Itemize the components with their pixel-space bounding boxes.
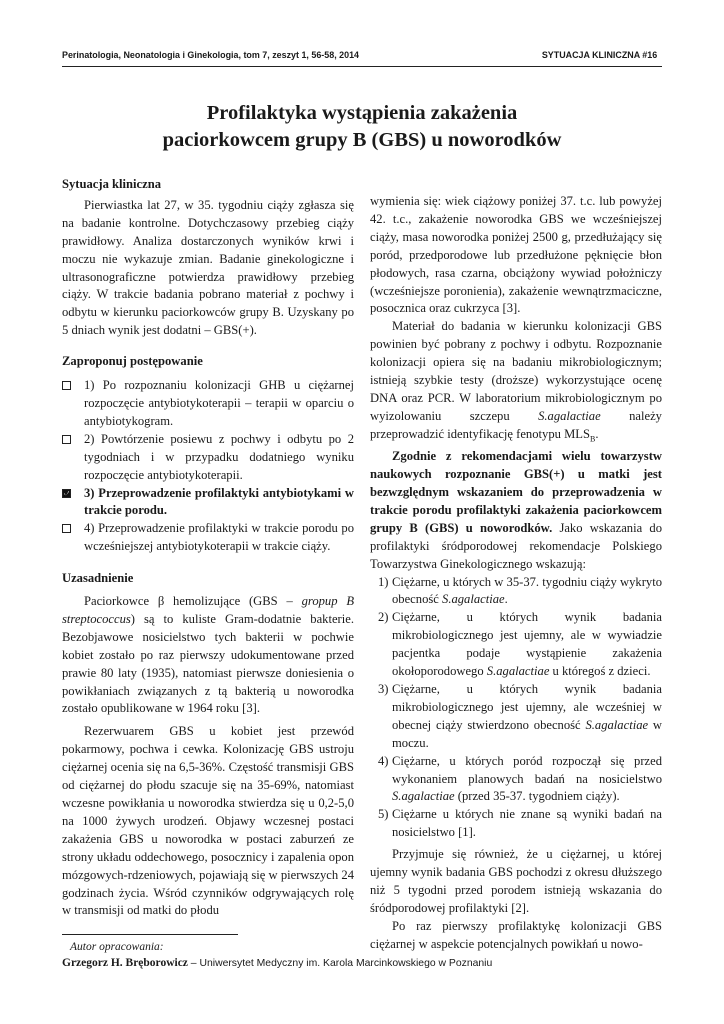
option-4[interactable] bbox=[62, 520, 354, 556]
author-line bbox=[62, 957, 492, 969]
indication-3-number: 3) bbox=[378, 681, 389, 696]
indications-list bbox=[370, 574, 662, 843]
indication-2 bbox=[370, 609, 662, 681]
p4-text-b: należy przeprowadzić identyfikację fenotypu MLS bbox=[370, 408, 662, 441]
options-list bbox=[62, 377, 354, 556]
rationale-paragraph-3: wymienia się: wiek ciążowy poniżej 37. t.c. lub powyżej 42. t.c., zakażenie noworodka GBS we wcześniejszej ciąży, masa noworodka poniżej 2500 g, przedłużający się poród, przedporodowe lub przedłużone pęknięcie błon płodowych, rasa czarna, obciążony wywiad położniczy (wcześniejsze poronienia), zakażenie wewnątrzmaciczne, posocznica oraz cukrzyca [3]. bbox=[370, 194, 662, 316]
rationale-paragraph-7: Po raz pierwszy profilaktykę kolonizacji GBS ciężarnej w aspekcie potencjalnych powikłań u nowo- bbox=[370, 918, 662, 951]
author-affiliation: – Uniwersytet Medyczny im. Karola Marcinkowskiego w Poznaniu bbox=[187, 958, 493, 969]
section-label: SYTUACJA KLINICZNA #16 bbox=[541, 50, 658, 61]
rationale-paragraph-2: Rezerwuarem GBS u kobiet jest przewód pokarmowy, pochwa i cewka. Kolonizację GBS ustroju ciężarnej ocenia się na 6,5-36%. Częstość transmisji GBS od ciężarnej do płodu szacuje się na 35-69%, natomiast wczesne powikłania u noworodka stwierdza się u 0,2-5,0 na 1000 żywych urodzeń. Objawy wczesnej postaci zakażenia GBS u noworodka w postaci zaburzeń ze strony układu oddechowego, posocznicy i zapalenia opon mózgowych-rdzeniowych, pojawiają się w pierwszych 24 godzinach życia. Wśród czynników odgrywających rolę w transmisji od matki do płodu bbox=[62, 724, 354, 918]
option-2[interactable] bbox=[62, 431, 354, 485]
indication-5 bbox=[370, 806, 662, 842]
indication-3-tail: w moczu. bbox=[392, 717, 663, 750]
header-rule bbox=[62, 66, 662, 67]
indication-3-italic: S.agalactiae bbox=[585, 717, 649, 732]
author-name: Grzegorz H. Bręborowicz bbox=[62, 957, 188, 969]
indication-3 bbox=[370, 681, 662, 753]
indication-1-tail: . bbox=[504, 592, 508, 607]
indication-4-italic: S.agalactiae bbox=[392, 789, 455, 804]
indication-1-italic: S.agalactiae bbox=[442, 592, 505, 607]
checkbox-1[interactable] bbox=[62, 381, 71, 390]
title-line-1: Profilaktyka wystąpienia zakażenia bbox=[206, 102, 518, 124]
indication-4-number: 4) bbox=[378, 753, 389, 768]
right-column bbox=[370, 193, 662, 954]
indication-5-text: Ciężarne u których nie znane są wyniki badań na nosicielstwo [1]. bbox=[392, 807, 662, 840]
p4-text-c: . bbox=[595, 426, 599, 441]
p5-text: Jako wskazania do profilaktyki śródporodowej rekomendacje Polskiego Towarzystwa Ginekologicznego wskazują: bbox=[370, 520, 662, 571]
indication-4-text: Ciężarne, u których poród rozpoczął się przed wykonaniem planowych badań na nosicielstwo bbox=[392, 753, 662, 786]
indication-4 bbox=[370, 753, 662, 807]
rationale-paragraph-5 bbox=[370, 448, 662, 573]
situation-heading: Sytuacja kliniczna bbox=[62, 177, 162, 191]
journal-citation: Perinatologia, Neonatologia i Ginekologia, tom 7, zeszyt 1, 56-58, 2014 bbox=[62, 50, 360, 61]
indication-2-tail: u któregoś z dzieci. bbox=[549, 664, 651, 679]
p4-text-a: Materiał do badania w kierunku kolonizacji GBS powinien być pobrany z pochwy i odbytu. Rozpoznanie kolonizacji opiera się na badaniu mikrobiologicznym; istnieją szybkie testy (droższe) wykorzystujące ocenę DNA oraz PCR. W laboratorium mikrobiologicznym po wyizolowaniu szczepu bbox=[370, 319, 662, 423]
indication-2-text: Ciężarne, u których wynik badania mikrobiologicznego jest ujemny, ale w wywiadzie pacjentka podaje wystąpienie zakażenia okołoporodowego bbox=[392, 610, 662, 679]
p4-italic: S.agalactiae bbox=[538, 408, 601, 423]
p1-text-b: ) są to kuliste Gram-dodatnie bakterie. Bezobjawowe nosicielstwo tych bakterii w pochwie kobiet zostało po raz pierwszy udokumentowane przed prawie 80 laty (1935), natomiast pierwsze doniesienia o powikłaniach związanych z tą bakterią u noworodka zostało opublikowane w 1964 roku [3]. bbox=[62, 611, 354, 716]
footer-rule bbox=[62, 934, 238, 935]
p4-subscript: B bbox=[589, 434, 596, 444]
indication-1-number: 1) bbox=[378, 574, 389, 589]
situation-text: Pierwiastka lat 27, w 35. tygodniu ciąży zgłasza się na badanie kontrolne. Dotychczasowy przebieg ciąży prawidłowy. Analiza dostarczonych wyników krwi i moczu nie wykazuje zmian. Badanie ginekologiczne i ultrasonograficzne potwierdza prawidłowy przebieg ciąży. W trakcie badania pobrano materiał z pochwy i odbytu w kierunku paciorkowców grupy B. Uzyskany po 5 dniach wynik jest dodatni – GBS(+). bbox=[62, 197, 354, 338]
article-title bbox=[62, 100, 662, 154]
author-label: Autor opracowania: bbox=[70, 941, 164, 953]
rationale-paragraph-1 bbox=[62, 593, 354, 718]
proposal-heading: Zaproponuj postępowanie bbox=[62, 354, 203, 369]
indication-2-italic: S.agalactiae bbox=[486, 664, 550, 679]
option-3-text: 3) Przeprowadzenie profilaktyki antybiotykami w trakcie porodu. bbox=[84, 485, 354, 518]
rationale-heading: Uzasadnienie bbox=[62, 571, 134, 586]
indication-1 bbox=[370, 574, 662, 610]
indication-2-number: 2) bbox=[378, 610, 389, 625]
running-header bbox=[62, 50, 658, 66]
indication-5-number: 5) bbox=[378, 807, 389, 822]
indication-4-tail: (przed 35-37. tygodniem ciąży). bbox=[454, 789, 620, 804]
checkbox-2[interactable] bbox=[62, 435, 71, 444]
rationale-paragraph-4 bbox=[370, 318, 662, 448]
rationale-paragraph-6: Przyjmuje się również, że u ciężarnej, u której ujemny wynik badania GBS pochodzi z okresu dłuższego niż 5 tygodni przed porodem istnieją wskazania do śródporodowej profilaktyki [2]. bbox=[370, 847, 662, 915]
indication-3-text: Ciężarne, u których wynik badania mikrobiologicznego jest ujemny, ale wcześniej w obecnej ciąży stwierdzono obecność bbox=[392, 681, 662, 732]
option-2-text: 2) Powtórzenie posiewu z pochwy i odbytu po 2 tygodniach i w przypadku dodatniego wyniku rozpoczęcie antybiotykoterapii. bbox=[84, 431, 354, 482]
option-1[interactable] bbox=[62, 377, 354, 431]
p1-italic: gropup B streptococcus bbox=[62, 594, 355, 626]
title-line-2: paciorkowcem grupy B (GBS) u noworodków bbox=[162, 129, 562, 151]
left-column bbox=[62, 176, 354, 920]
p5-bold: Zgodnie z rekomendacjami wielu towarzystw naukowych rozpoznanie GBS(+) u matki jest bezwzględnym wskazaniem do przeprowadzenia w trakcie porodu profilaktyki zakażenia paciorkowcem grupy B (GBS) u noworodków. bbox=[370, 449, 662, 535]
option-4-text: 4) Przeprowadzenie profilaktyki w trakcie porodu po wcześniejszej antybiotykoterapii w trakcie ciąży. bbox=[84, 521, 354, 554]
option-1-text: 1) Po rozpoznaniu kolonizacji GHB u ciężarnej rozpoczęcie antybiotykoterapii – terapii w oparciu o antybiotykogram. bbox=[84, 378, 354, 428]
p1-text-a: Paciorkowce β hemolizujące (GBS – bbox=[84, 594, 302, 609]
checkbox-4[interactable] bbox=[62, 524, 71, 533]
indication-1-text: Ciężarne, u których w 35-37. tygodniu ciąży wykryto obecność bbox=[392, 574, 662, 607]
option-3[interactable] bbox=[62, 485, 354, 521]
checkbox-3[interactable] bbox=[62, 489, 71, 498]
